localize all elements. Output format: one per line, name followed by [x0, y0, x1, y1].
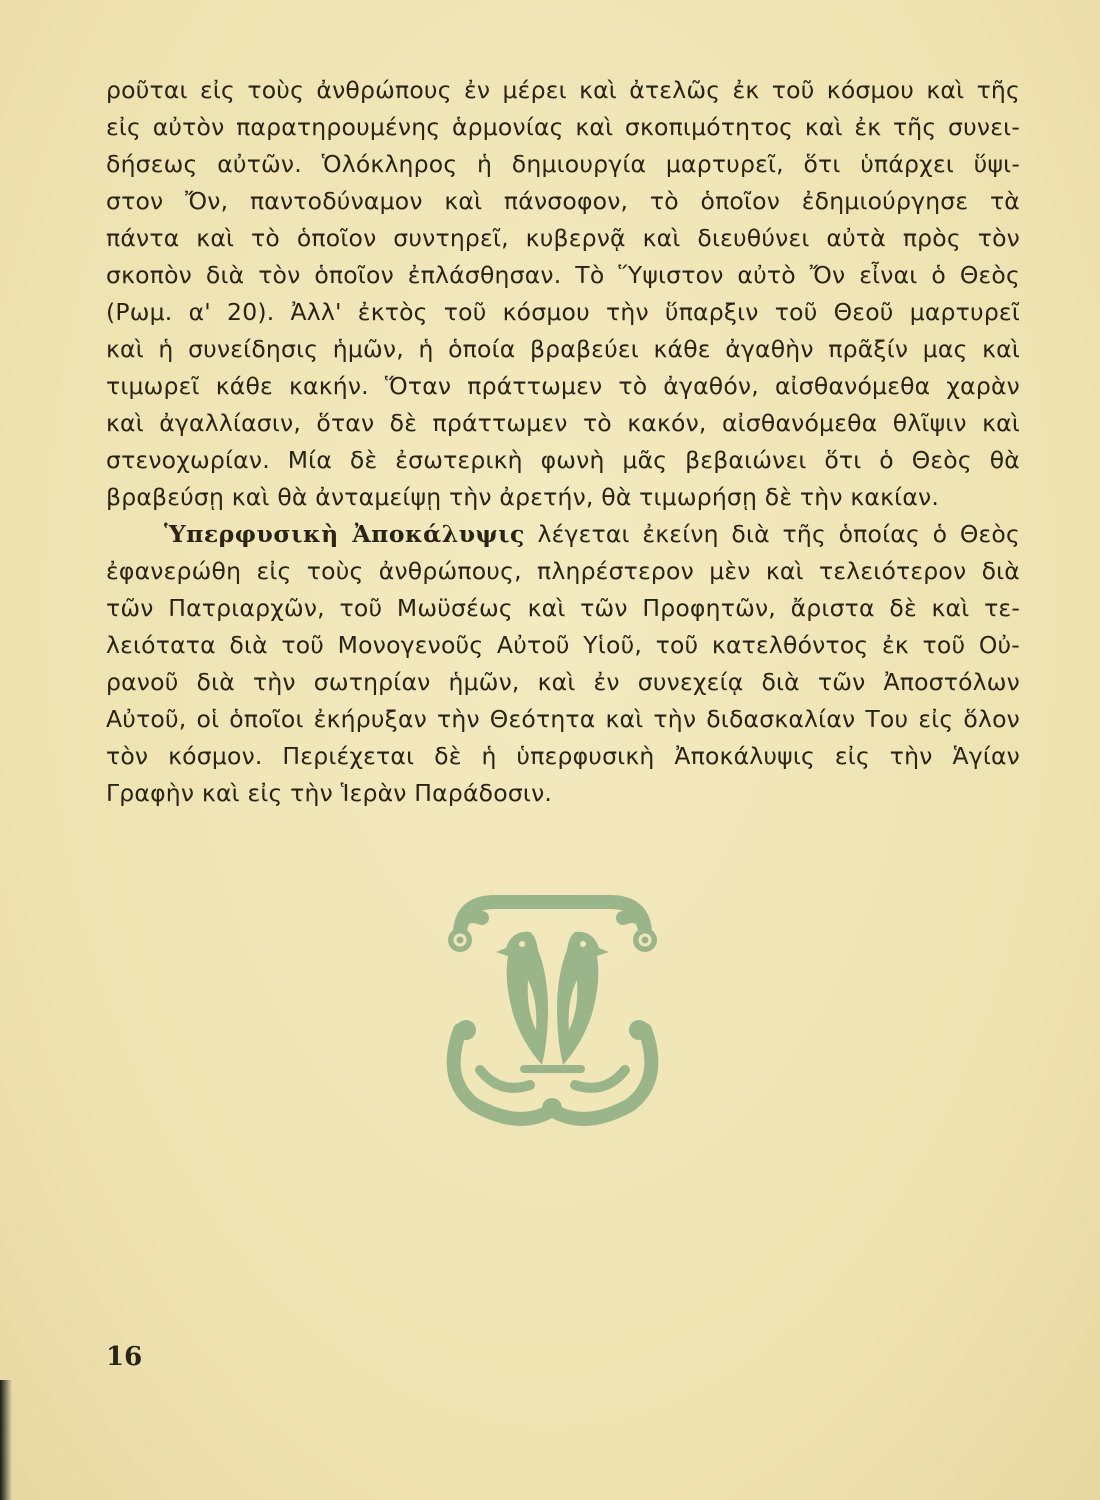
- text-line: δήσεως αὐτῶν. Ὁλόκληρος ἡ δημιουργία μαρτυρεῖ, ὅτι ὑπάρχει ὕψι-: [106, 150, 1020, 178]
- text-line: τῶν Πατριαρχῶν, τοῦ Μωϋσέως καὶ τῶν Προφητῶν, ἄριστα δὲ καὶ τε-: [106, 594, 1020, 622]
- text-line: εἰς αὐτὸν παρατηρουμένης ἁρμονίας καὶ σκοπιμότητος καὶ ἐκ τῆς συνει-: [106, 113, 1020, 141]
- text-line: πάντα καὶ τὸ ὁποῖον συντηρεῖ, κυβερνᾷ καὶ διευθύνει αὐτὰ πρὸς τὸν: [106, 224, 1020, 252]
- text-line: ρανοῦ διὰ τὴν σωτηρίαν ἡμῶν, καὶ ἐν συνεχείᾳ διὰ τῶν Ἀποστόλων: [106, 668, 1020, 696]
- body-text: [106, 72, 1020, 812]
- text-line: στον Ὄν, παντοδύναμον καὶ πάνσοφον, τὸ ὁποῖον ἐδημιούργησε τὰ: [106, 187, 1020, 215]
- text-line: τιμωρεῖ κάθε κακήν. Ὅταν πράττωμεν τὸ ἀγαθόν, αἰσθανόμεθα χαρὰν: [106, 372, 1020, 400]
- paragraph-1: [106, 72, 1020, 516]
- text-line: Γραφὴν καὶ εἰς τὴν Ἱερὰν Παράδοσιν.: [106, 779, 553, 807]
- text-line: ροῦται εἰς τοὺς ἀνθρώπους ἐν μέρει καὶ ἀτελῶς ἐκ τοῦ κόσμου καὶ τῆς: [106, 76, 1020, 104]
- text-fragment: λέγεται ἐκείνη διὰ τῆς ὁποίας ὁ Θεὸς: [537, 520, 1020, 548]
- text-line: [106, 516, 1020, 553]
- text-line: (Ρωμ. α' 20). Ἀλλ' ἐκτὸς τοῦ κόσμου τὴν ὕπαρξιν τοῦ Θεοῦ μαρτυρεῖ: [106, 298, 1020, 326]
- text-line: σκοπὸν διὰ τὸν ὁποῖον ἐπλάσθησαν. Τὸ Ὕψιστον αὐτὸ Ὄν εἶναι ὁ Θεὸς: [106, 261, 1020, 289]
- text-line: Αὐτοῦ, οἱ ὁποῖοι ἐκήρυξαν τὴν Θεότητα καὶ τὴν διδασκαλίαν Του εἰς ὅλον: [106, 705, 1020, 733]
- text-line: καὶ ἀγαλλίασιν, ὅταν δὲ πράττωμεν τὸ κακόν, αἰσθανόμεθα θλῖψιν καὶ: [106, 409, 1020, 437]
- text-line: ἐφανερώθη εἰς τοὺς ἀνθρώπους, πληρέστερον μὲν καὶ τελειότερον διὰ: [106, 557, 1020, 585]
- page-number: 16: [106, 1342, 143, 1372]
- text-line: καὶ ἡ συνείδησις ἡμῶν, ἡ ὁποία βραβεύει κάθε ἀγαθὴν πρᾶξίν μας καὶ: [106, 335, 1020, 363]
- text-line: στενοχωρίαν. Μία δὲ ἐσωτερικὴ φωνὴ μᾶς βεβαιώνει ὅτι ὁ Θεὸς θὰ: [106, 446, 1020, 474]
- bold-term: Ὑπερφυσικὴ Ἀποκάλυψις: [164, 520, 525, 548]
- two-birds-ornament-icon: [420, 880, 685, 1130]
- paragraph-2: [106, 516, 1020, 812]
- text-line: τὸν κόσμον. Περιέχεται δὲ ἡ ὑπερφυσικὴ Ἀποκάλυψις εἰς τὴν Ἁγίαν: [106, 742, 1020, 770]
- page-edge-shadow: [0, 1380, 12, 1500]
- text-line: βραβεύσῃ καὶ θὰ ἀνταμείψῃ τὴν ἀρετήν, θὰ τιμωρήσῃ δὲ τὴν κακίαν.: [106, 483, 940, 511]
- text-line: λειότατα διὰ τοῦ Μονογενοῦς Αὐτοῦ Υἱοῦ, τοῦ κατελθόντος ἐκ τοῦ Οὐ-: [106, 631, 1020, 659]
